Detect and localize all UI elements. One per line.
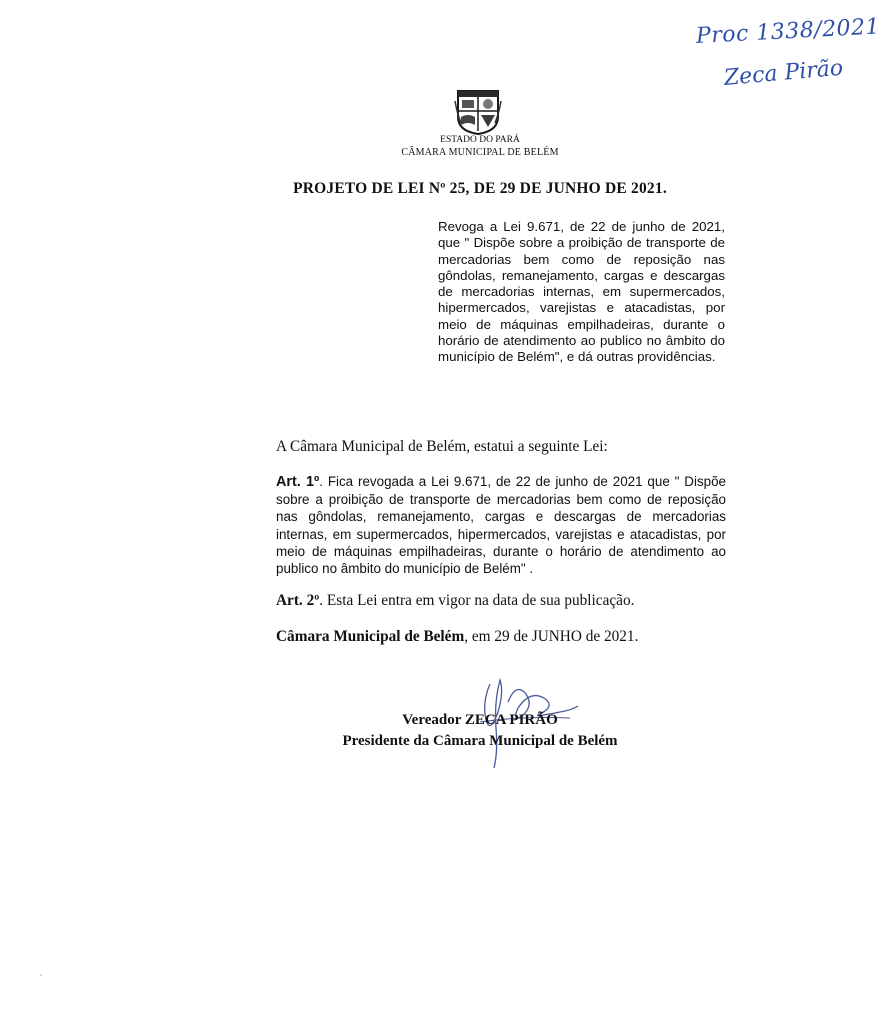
date-text: , em 29 de JUNHO de 2021. — [464, 628, 639, 645]
article-2-text: . Esta Lei entra em vigor na data de sua publicação. — [319, 592, 635, 609]
header-state: ESTADO DO PARÁ — [440, 135, 520, 145]
ementa-summary: Revoga a Lei 9.671, de 22 de junho de 2021, que " Dispõe sobre a proibição de transporte de mercadorias bem como de reposição nas gôndolas, remanejamento, cargas e descargas de mercadorias internas, em supermercados, hipermercados, varejistas e atacadistas, por meio de máquinas empilhadeiras, durante o horário de atendimento ao publico no âmbito do município de Belém", e dá outras providências. — [438, 219, 725, 365]
article-2-label: Art. 2º — [276, 592, 320, 609]
article-1 — [276, 473, 726, 577]
article-2 — [276, 592, 716, 610]
handwritten-annotation — [690, 14, 881, 110]
place-date — [276, 628, 716, 646]
annotation-signer-name: Zeca Pirão — [722, 55, 845, 91]
scan-artifact — [40, 974, 42, 976]
enactment-clause: A Câmara Municipal de Belém, estatui a seguinte Lei: — [276, 438, 608, 455]
signer-name: Vereador ZECA PIRÃO — [402, 712, 558, 728]
place-name: Câmara Municipal de Belém — [276, 628, 465, 645]
header-chamber: CÂMARA MUNICIPAL DE BELÉM — [401, 147, 559, 158]
coat-of-arms-icon — [455, 87, 501, 135]
article-1-text: . Fica revogada a Lei 9.671, de 22 de junho de 2021 que " Dispõe sobre a proibição de transporte de mercadorias bem como de reposição nas gôndolas, remanejamento, cargas e descargas de mercadorias internas, em supermercados, hipermercados, varejistas e atacadistas, por meio de máquinas empilhadeiras, durante o horário de atendimento ao publico no âmbito do município de Belém" . — [276, 474, 726, 577]
bill-title: PROJETO DE LEI Nº 25, DE 29 DE JUNHO DE 2021. — [293, 180, 667, 197]
signer-role: Presidente da Câmara Municipal de Belém — [342, 733, 618, 749]
annotation-process-number: Proc 1338/2021 — [695, 14, 881, 49]
article-1-label: Art. 1º — [276, 474, 320, 490]
